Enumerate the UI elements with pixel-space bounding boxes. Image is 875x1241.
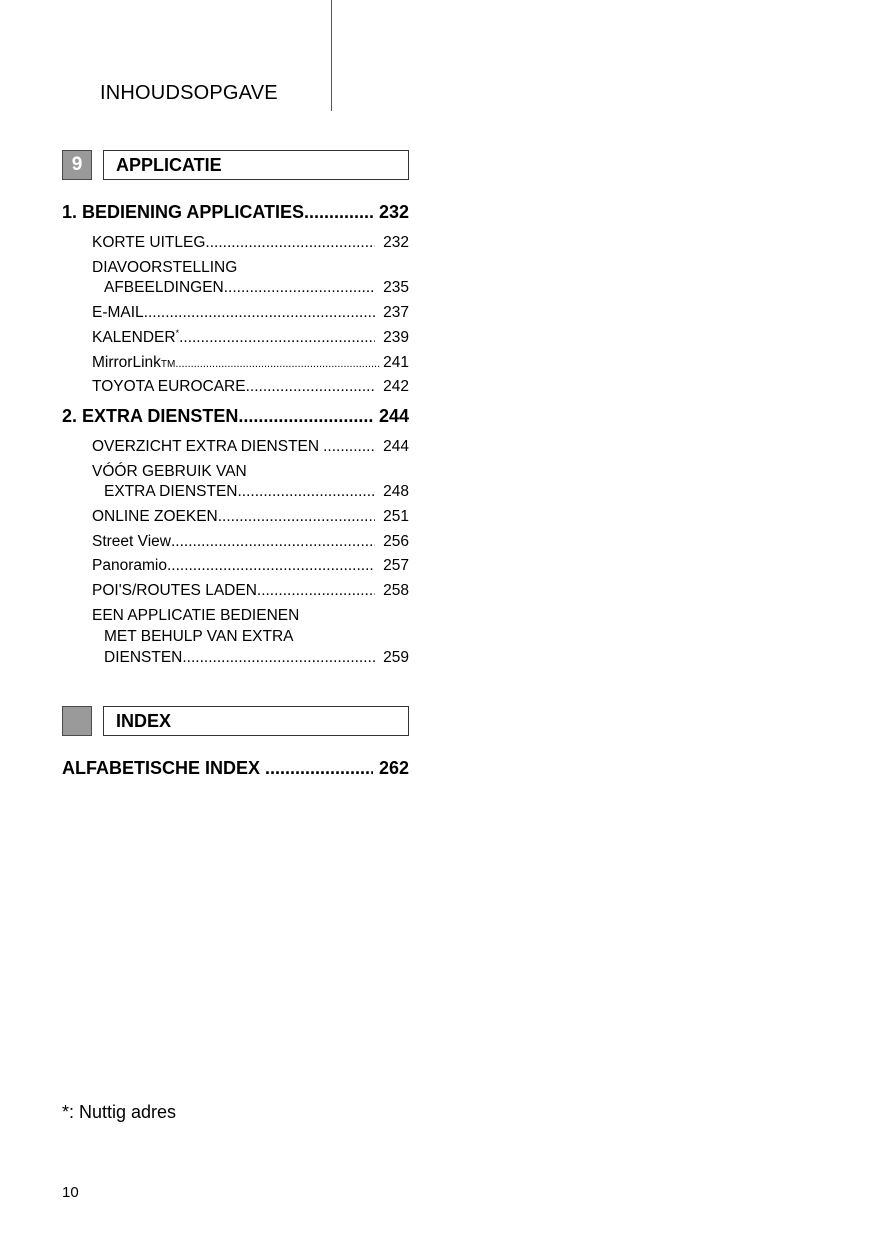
dot-leader: [246, 378, 376, 396]
dot-leader: [304, 202, 373, 223]
dot-leader: [257, 582, 375, 600]
toc-chapter-alfabetische-index[interactable]: ALFABETISCHE INDEX ..... 262: [62, 758, 409, 779]
dot-leader: [175, 358, 381, 370]
dot-leader: [167, 557, 375, 575]
toc-chapter-extra-diensten[interactable]: 2. EXTRA DIENSTEN ..... 244: [62, 406, 409, 427]
toc-entry-voor-gebruik-line1: VÓÓR GEBRUIK VAN: [92, 463, 247, 480]
dot-leader: [218, 508, 375, 526]
header-divider-line: [331, 0, 332, 111]
dot-leader: [238, 406, 373, 427]
toc-chapter-bediening-applicaties[interactable]: 1. BEDIENING APPLICATIES ..... 232: [62, 202, 409, 223]
toc-entry-applicatie-bedienen-diensten[interactable]: DIENSTEN ..... 259: [104, 649, 409, 667]
toc-entry-diavoorstelling-line1: DIAVOORSTELLING: [92, 259, 238, 276]
toc-entry-applicatie-bedienen-line1: EEN APPLICATIE BEDIENEN: [92, 607, 300, 624]
toc-entry-korte-uitleg[interactable]: KORTE UITLEG ..... 232: [92, 234, 409, 252]
toc-entry-voor-gebruik-extra-diensten[interactable]: EXTRA DIENSTEN ..... 248: [104, 483, 409, 501]
dot-leader: [171, 533, 375, 551]
dot-leader: [319, 438, 375, 456]
dot-leader: [238, 483, 376, 501]
dot-leader: [144, 304, 375, 322]
footnote: *: Nuttig adres: [62, 1102, 177, 1122]
toc-entry-toyota-eurocare[interactable]: TOYOTA EUROCARE ..... 242: [92, 378, 409, 396]
footnote-marker: *: [175, 327, 180, 338]
toc-entry-e-mail[interactable]: E-MAIL ..... 237: [92, 304, 409, 322]
page-title: INHOUDSOPGAVE: [100, 82, 278, 104]
trademark-mark: TM: [160, 359, 176, 370]
toc-entry-street-view[interactable]: Street View ..... 256: [92, 533, 409, 551]
toc-entry-mirrorlink[interactable]: MirrorLinkTM ..... 241: [92, 354, 409, 372]
toc-entry-panoramio[interactable]: Panoramio ..... 257: [92, 557, 409, 575]
toc-entry-applicatie-bedienen-line2: MET BEHULP VAN EXTRA: [104, 628, 294, 645]
section-title-applicatie: APPLICATIE: [103, 150, 409, 180]
dot-leader: [224, 279, 375, 297]
dot-leader: [179, 329, 375, 347]
section-number-badge-index: [62, 706, 92, 736]
toc-entry-overzicht-extra-diensten[interactable]: OVERZICHT EXTRA DIENSTEN ..... 244: [92, 438, 409, 456]
toc-entry-diavoorstelling-afbeeldingen[interactable]: AFBEELDINGEN ..... 235: [104, 279, 409, 297]
toc-entry-kalender[interactable]: KALENDER* ..... 239: [92, 329, 409, 347]
dot-leader: [205, 234, 375, 252]
toc-entry-pois-routes-laden[interactable]: POI'S/ROUTES LADEN ..... 258: [92, 582, 409, 600]
toc-entry-online-zoeken[interactable]: ONLINE ZOEKEN ..... 251: [92, 508, 409, 526]
section-title-index: INDEX: [103, 706, 409, 736]
page-number: 10: [62, 1184, 79, 1201]
dot-leader: [260, 758, 373, 779]
section-number-badge: 9: [62, 150, 92, 180]
dot-leader: [182, 649, 375, 667]
